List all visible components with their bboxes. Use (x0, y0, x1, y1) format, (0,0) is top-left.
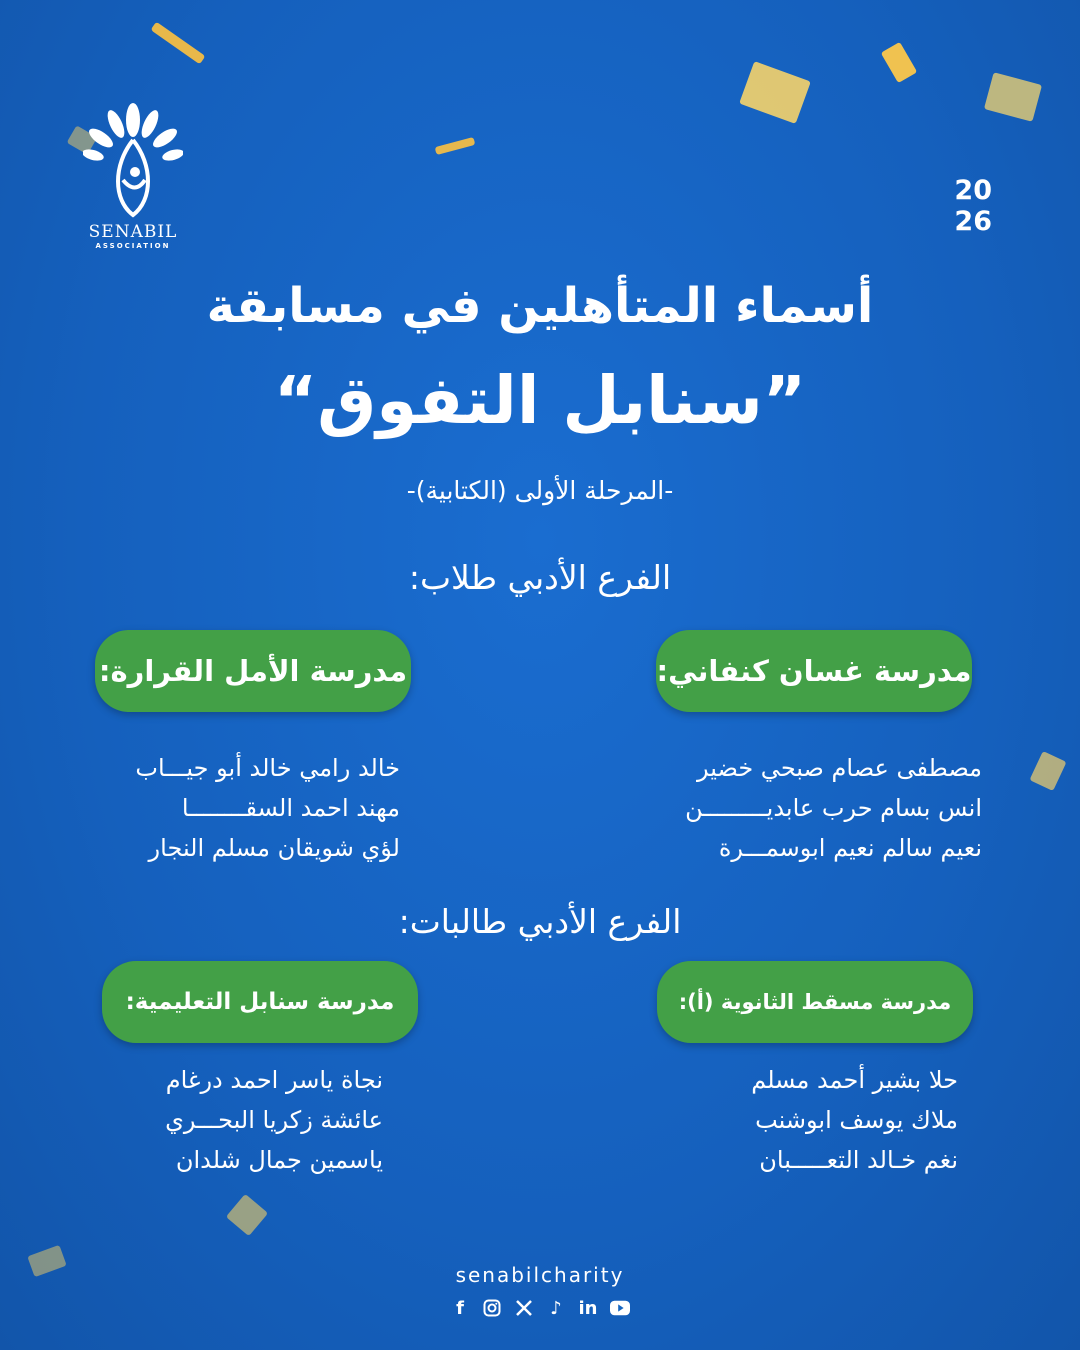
instagram-icon[interactable] (482, 1297, 502, 1319)
confetti-decoration (881, 42, 918, 83)
student-list (165, 1060, 383, 1180)
branch-heading-girls: الفرع الأدبي طالبات: (398, 902, 682, 941)
school-name: مدرسة الأمل القرارة: (98, 654, 408, 688)
student-name: نجاة ياسر احمد درغام (165, 1066, 383, 1094)
youtube-icon[interactable] (610, 1297, 630, 1319)
confetti-decoration (984, 72, 1042, 122)
school-pill (102, 961, 418, 1043)
social-icons (0, 1297, 1080, 1319)
stage-label: -المرحلة الأولى (الكتابية)- (406, 476, 674, 505)
school-pill (95, 630, 411, 712)
student-name: عائشة زكريا البحـــري (165, 1106, 383, 1134)
social-handle[interactable]: senabilcharity (455, 1263, 625, 1287)
student-name: مهند احمد السقــــــــا (181, 794, 400, 822)
school-name: مدرسة مسقط الثانوية (أ): (678, 990, 952, 1014)
linkedin-icon[interactable]: in (578, 1297, 598, 1319)
student-list (135, 748, 400, 868)
confetti-decoration (151, 22, 206, 65)
page-title: أسماء المتأهلين في مسابقة (206, 278, 874, 334)
confetti-decoration (226, 1194, 268, 1236)
school-name: مدرسة سنابل التعليمية: (125, 989, 395, 1015)
student-name: ياسمين جمال شلدان (175, 1146, 383, 1174)
logo-name: SENABIL (88, 222, 178, 242)
tiktok-icon[interactable]: ♪ (550, 1297, 562, 1319)
year-top: 20 (954, 175, 992, 206)
student-name: ملاك يوسف ابوشنب (755, 1106, 958, 1134)
facebook-icon[interactable]: f (456, 1297, 464, 1319)
year-badge (954, 175, 992, 237)
confetti-decoration (435, 137, 476, 155)
student-list (751, 1060, 958, 1180)
confetti-decoration (1029, 751, 1066, 791)
leaf-tree-icon (83, 100, 183, 220)
student-name: نعيم سالم نعيم ابوسمـــرة (718, 834, 982, 862)
x-icon[interactable] (514, 1297, 534, 1319)
logo-subtitle: ASSOCIATION (95, 242, 171, 250)
competition-name: ”سنابل التفوق“ (273, 362, 807, 439)
confetti-decoration (739, 61, 811, 124)
school-name: مدرسة غسان كنفاني: (656, 654, 972, 688)
branch-heading-boys: الفرع الأدبي طلاب: (408, 558, 672, 597)
student-name: خالد رامي خالد أبو جيـــاب (135, 754, 400, 782)
student-list (685, 748, 982, 868)
senabil-logo (78, 100, 188, 250)
student-name: انس بسام حرب عابديـــــــــن (685, 794, 982, 822)
student-name: لؤي شويقان مسلم النجار (148, 834, 400, 862)
year-bottom: 26 (954, 206, 992, 237)
school-pill (656, 630, 972, 712)
student-name: مصطفى عصام صبحي خضير (697, 754, 982, 782)
student-name: حلا بشير أحمد مسلم (751, 1066, 958, 1094)
student-name: نغم خـالد التعـــــبان (759, 1146, 958, 1174)
school-pill (657, 961, 973, 1043)
